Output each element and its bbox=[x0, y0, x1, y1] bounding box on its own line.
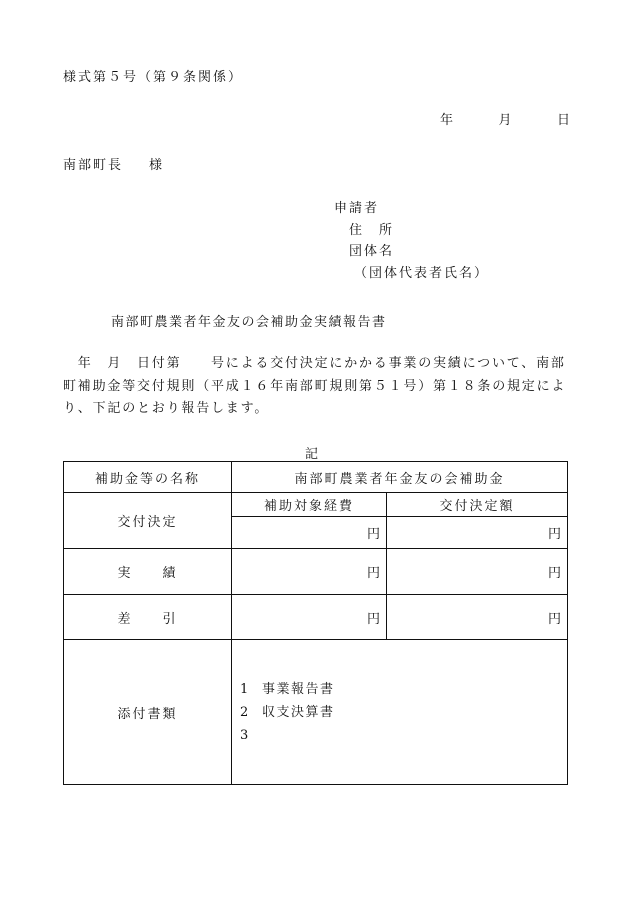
decision-amount-yen: 円 bbox=[387, 517, 568, 549]
report-table bbox=[63, 461, 568, 785]
subsidy-name-label: 補助金等の名称 bbox=[64, 462, 232, 493]
attachments-label: 添付書類 bbox=[64, 640, 232, 785]
table-row bbox=[64, 549, 568, 595]
body-text: 年 月 日付第 号による交付決定にかかる事業の実績について、南部町補助金等交付規則（平成１６年南部町規則第５１号）第１８条の規定により、下記のとおり報告します。 bbox=[63, 356, 567, 416]
list-item: 2 収支決算書 bbox=[240, 704, 335, 720]
difference-expense-yen: 円 bbox=[232, 595, 387, 640]
attachments-cell bbox=[232, 640, 568, 785]
applicant-block bbox=[334, 198, 489, 284]
applicant-representative: （団体代表者氏名） bbox=[354, 265, 490, 281]
addressee-honorific: 様 bbox=[149, 158, 165, 173]
addressee bbox=[63, 154, 164, 173]
table-row bbox=[64, 462, 568, 493]
table-row bbox=[64, 640, 568, 785]
applicant-address: 住 所 bbox=[349, 222, 395, 238]
applicant-heading: 申請者 bbox=[334, 201, 380, 216]
date-month: 月 bbox=[498, 113, 512, 128]
actual-label: 実 績 bbox=[64, 549, 232, 595]
addressee-title: 南部町長 bbox=[63, 158, 124, 173]
applicant-group: 団体名 bbox=[349, 244, 395, 259]
date-day: 日 bbox=[556, 113, 570, 128]
document-title: 南部町農業者年金友の会補助金実績報告書 bbox=[111, 315, 387, 330]
list-item: 3 bbox=[240, 727, 250, 743]
table-row bbox=[64, 595, 568, 640]
actual-expense-yen: 円 bbox=[232, 549, 387, 595]
col-expense-header: 補助対象経費 bbox=[232, 493, 387, 517]
date-line bbox=[440, 109, 570, 128]
decision-label: 交付決定 bbox=[64, 493, 232, 549]
ki-heading: 記 bbox=[305, 447, 319, 462]
difference-label: 差 引 bbox=[64, 595, 232, 640]
table-row bbox=[64, 493, 568, 517]
col-amount-header: 交付決定額 bbox=[387, 493, 568, 517]
difference-amount-yen: 円 bbox=[387, 595, 568, 640]
actual-amount-yen: 円 bbox=[387, 549, 568, 595]
decision-expense-yen: 円 bbox=[232, 517, 387, 549]
list-item: 1 事業報告書 bbox=[240, 681, 335, 697]
attachments-list bbox=[240, 678, 561, 747]
form-number: 様式第５号（第９条関係） bbox=[63, 70, 244, 85]
date-year: 年 bbox=[440, 113, 454, 128]
subsidy-name: 南部町農業者年金友の会補助金 bbox=[232, 462, 568, 493]
